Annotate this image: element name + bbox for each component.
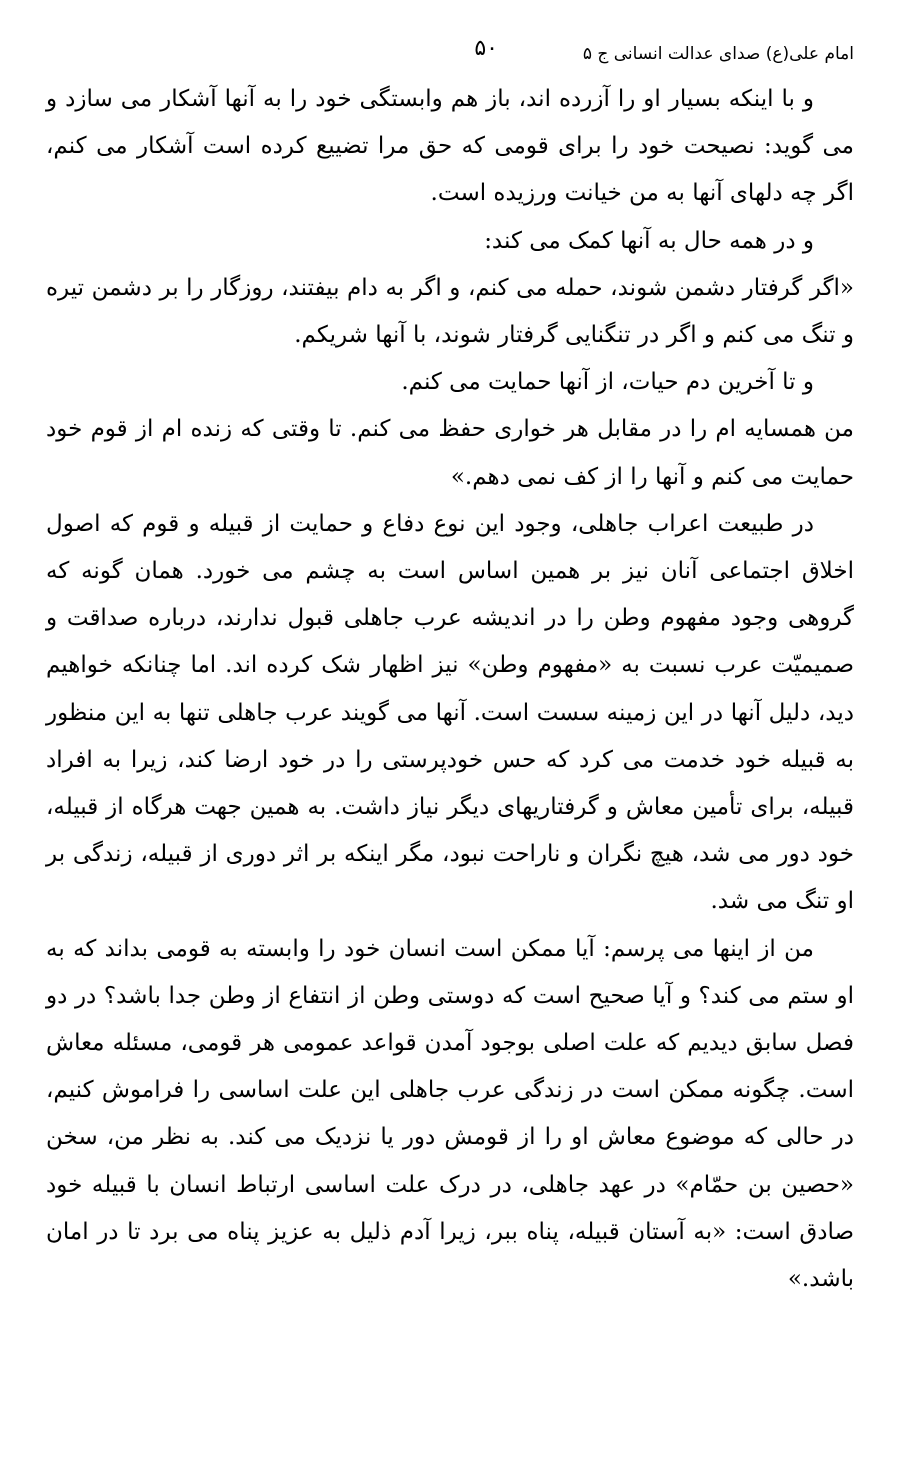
paragraph: من از اینها می پرسم: آیا ممکن است انسان خود را وابسته به قومی بداند که به او ستم می کند؟ و آیا صحیح است که دوستی وطن از انتفاع از وطن جدا باشد؟ در دو فصل سابق دیدیم که علت اصلی بوجود آمدن قواعد عمومی هر قومی، مسئله معاش است. چگونه ممکن است در زندگی عرب جاهلی این علت اساسی را فراموش کنیم، در حالی که موضوع معاش او را از قومش دور یا نزدیک می کند. به نظر من، سخن «حصین بن حمّام» در عهد جاهلی، در درک علت اساسی ارتباط انسان با قبیله خود صادق است: «به آستان قبیله، پناه ببر، زیرا آدم ذلیل به عزیز پناه می برد تا در امان باشد.» [46,935,854,1293]
quote-paragraph: من همسایه ام را در مقابل هر خواری حفظ می کنم. تا وقتی که زنده ام از قوم خود حمایت می کنم و آنها را از کف نمی دهم.» [46,416,854,490]
page-header [46,36,854,76]
paragraph: در طبیعت اعراب جاهلی، وجود این نوع دفاع و حمایت از قبیله و قوم که اصول اخلاق اجتماعی آنان نیز بر همین اساس است به چشم می خورد. همان گونه که گروهی وجود مفهوم وطن را در اندیشه عرب جاهلی قبول ندارند، درباره صداقت و صمیمیّت عرب نسبت به «مفهوم وطن» نیز اظهار شک کرده اند. اما چنانکه خواهیم دید، دلیل آنها در این زمینه سست است. آنها می گویند عرب جاهلی تنها به این منظور به قبیله خود خدمت می کرد که حس خودپرستی را در خود ارضا کند، زیرا به افراد قبیله، برای تأمین معاش و گرفتاریهای دیگر نیاز داشت. به همین جهت هرگاه از قبیله، خود دور می شد، هیچ نگران و ناراحت نبود، مگر اینکه بر اثر دوری از قبیله، زندگی بر او تنگ می شد. [46,510,854,915]
book-page [46,36,854,1303]
quote-paragraph: و تا آخرین دم حیات، از آنها حمایت می کنم. [401,369,814,396]
quote-paragraph: «اگر گرفتار دشمن شوند، حمله می کنم، و اگر به دام بیفتند، روزگار را بر دشمن تیره و تنگ می کنم و اگر در تنگنایی گرفتار شوند، با آنها شریکم. [46,274,854,349]
body-text [46,76,854,1303]
running-title: امام علی(ع) صدای عدالت انسانی ج ۵ [582,44,854,64]
page-number: ۵۰ [474,36,498,61]
paragraph: و در همه حال به آنها کمک می کند: [484,227,814,254]
paragraph: و با اینکه بسیار او را آزرده اند، باز هم وابستگی خود را به آنها آشکار می سازد و می گوید: نصیحت خود را برای قومی که حق مرا تضییع کرده است آشکار می کنم، اگر چه دلهای آنها به من خیانت ورزیده است. [46,86,854,207]
